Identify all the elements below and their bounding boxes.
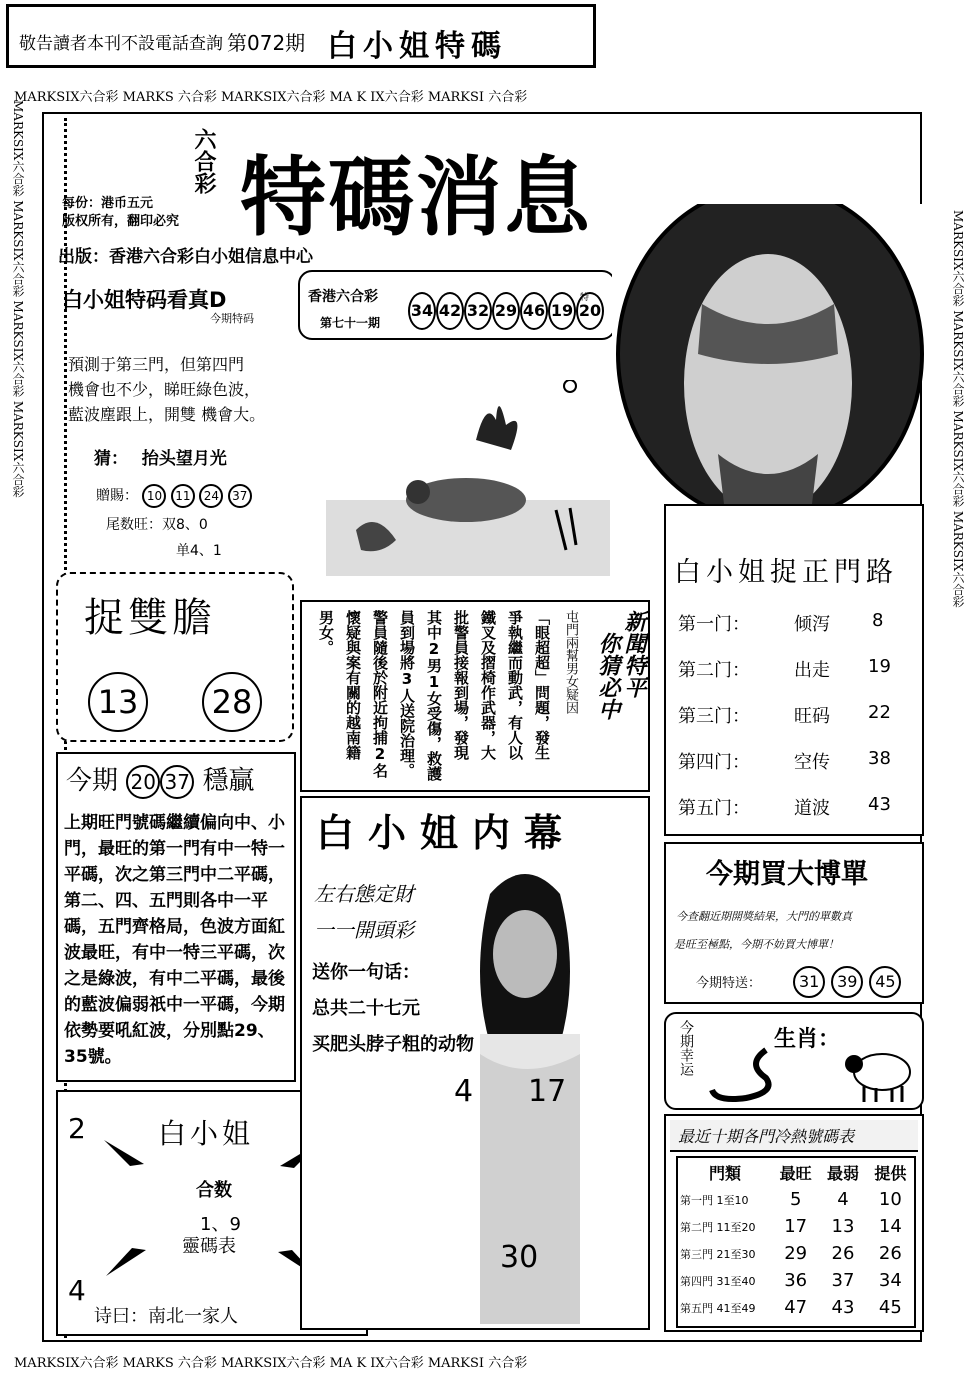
door-range: 31至40 [716,1274,756,1288]
door-number: 8 [872,610,884,631]
cold-cell: 26 [831,1243,855,1264]
door-name: 第三门： [678,706,750,727]
door-number: 22 [868,702,891,723]
compass-number-tl: 2 [68,1112,86,1145]
table-title: 最近十期各門冷熱號碼表 [678,1127,855,1146]
stable-head-suffix: 穩贏 [202,766,255,796]
inner-number-1: 4 [454,1074,474,1109]
table-row [678,1186,914,1213]
riddle-row [94,444,227,469]
gift-number: 11 [171,484,195,508]
pair-box [56,572,294,742]
door-range: 21至30 [716,1247,756,1261]
door-word: 倾泻 [794,614,830,635]
watermark-right: MARKSIX六合彩 MARKSIX六合彩 MARKSIX六合彩 MARKSIX六合彩 [951,210,965,608]
special-tag: 特 [580,293,590,303]
header-bar [6,4,596,68]
door-range: 41至49 [716,1301,756,1315]
riddle-label: 猜： [94,449,128,469]
news-column: 批警員接報到場，發現 [452,610,470,760]
prev-results-box [298,270,616,340]
hot-cell: 17 [784,1216,808,1237]
tip-line: 藍波塵跟上，開雙 機會大。 [68,405,266,424]
hot-cell: 5 [789,1189,802,1210]
gift-row [96,484,252,508]
hot-cold-box [664,1114,924,1332]
door-number: 38 [868,748,891,769]
tip-line: 機會也不少，睇旺綠色波， [68,380,261,399]
table-header: 提供 [874,1163,907,1183]
hot-cold-table [678,1158,914,1321]
sheep-icon [842,1046,916,1104]
stable-box [56,752,296,1082]
inner-line-1: 左右態定財 [314,882,414,906]
bet-send-row [696,966,901,998]
result-ball-special: 20 [576,292,604,330]
hot-cell: 36 [784,1270,808,1291]
bet-number: 39 [831,966,863,998]
door-label: 第一門 [680,1193,713,1207]
door-number: 19 [868,656,891,677]
tip-line: 預測于第三門，但第四門 [68,355,245,374]
news-column: 「眼超超」問題，發生 [533,610,551,760]
watermark-left: MARKSIX六合彩 MARKSIX六合彩 MARKSIX六合彩 MARKSIX六合彩 [11,100,25,498]
inner-line-4: 总共二十七元 [312,998,420,1019]
news-columns [310,610,580,788]
oval-photo [612,204,928,524]
door-range: 1至10 [716,1193,749,1207]
watermark-top: MARKSIX六合彩 MARKS 六合彩 MARKSIX六合彩 MA K IX六合彩 MARKSI 六合彩 [14,90,528,105]
news-column: 爭執繼而動武，有人以 [506,610,524,760]
inner-line-5: 买肥头脖子粗的动物 [312,1034,474,1055]
news-brush-sub: 你猜必中 [595,632,620,720]
door-title: 白小姐捉正門路 [674,557,898,588]
door-label: 第二門 [680,1220,713,1234]
gift-number: 24 [199,484,223,508]
door-name: 第二门： [678,660,750,681]
door-row [678,610,914,640]
table-title-bar [670,1120,918,1152]
rights-text: 版权所有，翻印必究 [62,214,180,229]
gift-number: 10 [142,484,166,508]
compass-number-bl: 4 [68,1274,86,1307]
hot-cell: 29 [784,1243,808,1264]
tail-label: 尾数旺： [106,517,162,533]
zodiac-box [664,1012,924,1110]
door-name: 第一门： [678,614,750,635]
table-row [678,1213,914,1240]
door-name: 第五门： [678,798,750,819]
door-row [678,702,914,732]
tip-lines [68,352,265,427]
news-column: 懷疑與案有關的越南籍 [344,610,362,760]
cold-cell: 13 [831,1216,855,1237]
brand-title: 白小姐特碼 [327,29,507,64]
tip-subtitle: 今期特码 [210,312,254,325]
inner-line-2: 一一開頭彩 [314,918,414,942]
stable-head-prefix: 今期 [66,766,119,796]
gift-label: 贈賜： [96,488,138,504]
give-cell: 45 [878,1297,902,1318]
tail-value-1: 双8、0 [162,517,208,533]
inner-title: 白小姐内幕 [316,811,577,855]
heshu-value: 1、9 [200,1214,241,1235]
door-label: 第四門 [680,1274,713,1288]
stable-paragraph: 上期旺門號碼繼續偏向中、小門，最旺的第一門有中一特一平碼，次之第三門中二平碼，第二、四、五門則各中一平碼，五門齊格局，色波方面紅波最旺，有中一特三平碼，次之是綠波，有中二平碼，最後的藍波偏弱祇中一平碼，今期依勢要吼紅波，分別點29、35號。 [64,813,285,1067]
news-column: 員到場將3人送院治理。 [398,610,416,778]
result-ball: 34 [408,292,436,330]
give-cell: 10 [878,1189,902,1210]
hot-cell: 47 [784,1297,808,1318]
result-ball: 42 [436,292,464,330]
cold-cell: 43 [831,1297,855,1318]
zodiac-side: 今期幸运 [678,1020,694,1076]
issue-number: 第072期 [227,31,306,55]
result-ball: 19 [548,292,576,330]
stable-number: 20 [126,765,160,799]
publisher-text: 出版：香港六合彩白小姐信息中心 [58,247,313,267]
tail-value-2: 单4、1 [176,543,222,559]
door-word: 旺码 [794,706,830,727]
door-cell [678,1213,772,1240]
door-word: 空传 [794,752,830,773]
door-range: 11至20 [716,1220,756,1234]
cold-cell: 37 [831,1270,855,1291]
prev-label: 香港六合彩 [308,289,378,305]
door-word: 道波 [794,798,830,819]
compass-title: 白小姐 [158,1117,255,1150]
door-word: 出走 [794,660,830,681]
give-cell: 14 [878,1216,902,1237]
snake-icon [706,1044,786,1106]
price-text: 每份：港币五元 [62,196,154,211]
door-row [678,794,914,824]
pair-number-2: 28 [202,672,262,732]
door-cell [678,1240,772,1267]
door-cell [678,1267,772,1294]
table-header: 最旺 [779,1163,812,1183]
inner-box [300,796,650,1330]
table-row [678,1267,914,1294]
pair-number-1: 13 [88,672,148,732]
result-ball: 29 [492,292,520,330]
door-row [678,656,914,686]
inner-line-3: 送你一句话： [312,962,420,983]
door-label: 第五門 [680,1301,713,1315]
prev-period: 第七十一期 [320,316,381,330]
tiger-illustration [326,380,610,576]
pair-title: 捉雙膽 [84,595,216,641]
door-label: 第三門 [680,1247,713,1261]
table-frame [676,1156,916,1328]
door-number: 43 [868,794,891,815]
bet-text-2: 是旺至極點，今期不妨買大博單！ [674,938,839,951]
stable-head [66,760,255,799]
tip-title: 白小姐特码看真D [62,288,227,312]
bet-send-label: 今期特送： [696,976,762,991]
give-cell: 26 [878,1243,902,1264]
door-cell [678,1186,772,1213]
result-ball: 46 [520,292,548,330]
door-name: 第四门： [678,752,750,773]
stable-number: 37 [160,765,194,799]
lingma-text: 靈碼表 [182,1236,236,1257]
notice-text: 敬告讀者本刊不設電話查詢 [19,34,223,54]
prev-numbers [408,292,604,330]
news-column: 鐵叉及摺椅作武器，大 [479,610,497,760]
news-column: 警員隨後於附近拘捕2名 [371,610,389,778]
watermark-bottom: MARKSIX六合彩 MARKS 六合彩 MARKSIX六合彩 MA K IX六合彩 MARKSI 六合彩 [14,1356,528,1371]
riddle-text: 抬头望月光 [141,449,227,469]
news-column: 男女。 [317,610,335,655]
table-row [678,1240,914,1267]
masthead-title: 特碼消息 [240,148,592,248]
result-ball: 32 [464,292,492,330]
door-box [664,504,924,836]
cold-cell: 4 [837,1189,849,1210]
news-box [300,600,650,792]
table-row [678,1294,914,1321]
door-row [678,748,914,778]
tail-row [106,514,208,534]
table-header: 最弱 [826,1163,859,1183]
inner-number-3: 30 [500,1240,539,1275]
table-header-row [678,1158,914,1186]
table-header: 門類 [708,1163,741,1183]
news-column: 其中2男1女受傷，救護 [425,610,443,781]
inner-number-2: 17 [528,1074,567,1109]
bet-box [664,842,924,1004]
give-cell: 34 [878,1270,902,1291]
bet-text-1: 今查翻近期開獎結果，大門的單數真 [676,910,852,923]
bet-number: 31 [793,966,825,998]
poem-text: 诗曰：南北一家人 [94,1306,238,1327]
door-cell [678,1294,772,1321]
bet-title: 今期買大博單 [706,859,868,890]
news-column: 屯門兩幫男女疑因 [563,610,578,714]
heshu-label: 合数 [196,1180,232,1201]
zodiac-label: 生肖： [774,1027,841,1052]
news-brush-title: 新聞特平 [621,610,646,698]
gift-number: 37 [228,484,252,508]
lottery-vertical: 六合彩 [191,128,216,194]
bet-number: 45 [869,966,901,998]
